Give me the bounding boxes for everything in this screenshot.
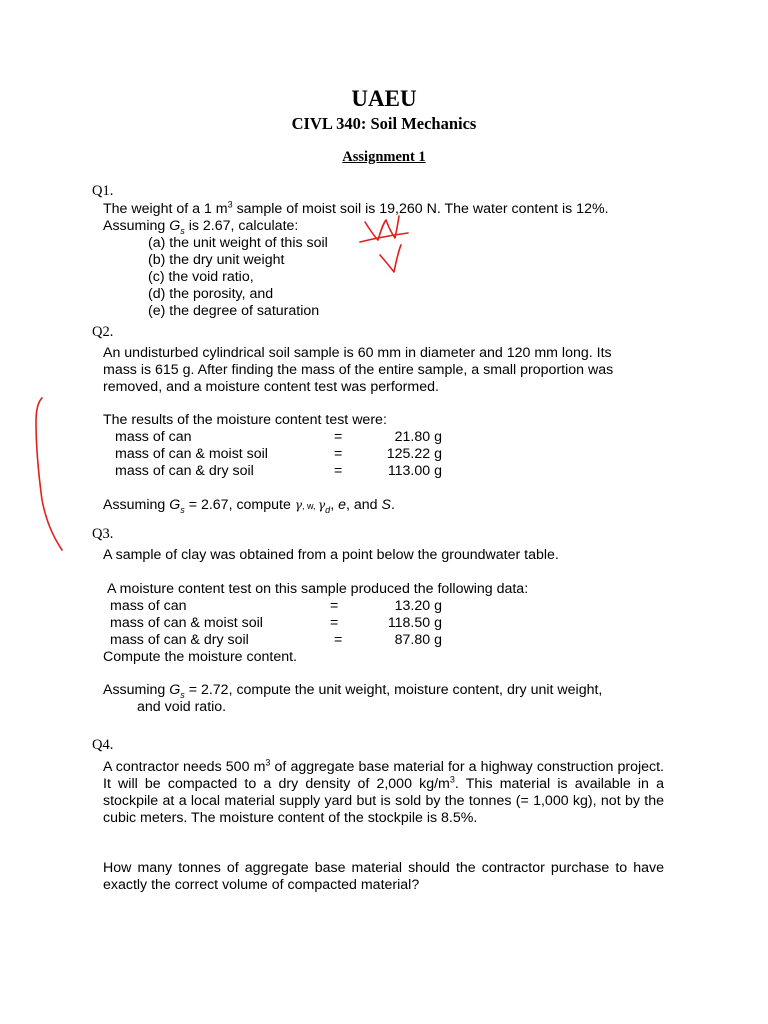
course-title: CIVL 340: Soil Mechanics	[291, 114, 477, 133]
q2-para-line3: removed, and a moisture content test was performed.	[103, 379, 439, 395]
q1-item-e: (e) the degree of saturation	[148, 303, 320, 319]
q3-row-eq: =	[334, 632, 343, 648]
university-title: UAEU	[351, 86, 417, 111]
checkmark-scribble-icon	[365, 216, 399, 240]
q2-para-line1: An undisturbed cylindrical soil sample is 60 mm in diameter and 120 mm long. Its	[103, 345, 612, 361]
q2-row-label: mass of can & moist soil	[115, 446, 268, 462]
q1-line1: The weight of a 1 $m^3$ sample of moist soil is 19,260 N. The water content is 12%.	[103, 199, 609, 217]
q2-results-intro: The results of the moisture content test were:	[103, 412, 387, 428]
checkmark-icon	[380, 245, 401, 272]
q4-paragraph1: A contractor needs 500 $m^3$ of aggregate base material for a highway construction project. It will be compacted to a dry density of 2,000 $kg/m^3$. This material is available in a stockpile at a local material supply yard but is sold by the tonnes (= 1,000 kg), not by the cubic meters. The moisture content of the stockpile is 8.5%.	[103, 757, 664, 826]
q3-row-value: 87.80 g	[394, 632, 442, 648]
q4-label: Q4.	[92, 737, 114, 753]
q3-row-value: 118.50 g	[387, 615, 442, 631]
margin-bracket-icon	[36, 398, 62, 550]
q2-row-eq: =	[334, 446, 343, 462]
q1-item-a: (a) the unit weight of this soil	[148, 235, 328, 251]
q2-row-value: 113.00 g	[387, 463, 442, 479]
q1-item-d: (d) the porosity, and	[148, 286, 274, 302]
q2-row-value: 125.22 g	[386, 446, 442, 462]
q2-row-label: mass of can & dry soil	[115, 463, 254, 479]
q3-row-label: mass of can & dry soil	[110, 632, 249, 648]
q2-label: Q2.	[92, 324, 114, 340]
underline-dash-icon	[360, 233, 408, 242]
q3-compute: Compute the moisture content.	[103, 649, 297, 665]
q2-row-label: mass of can	[115, 429, 192, 445]
assignment-title	[0, 149, 768, 166]
q1-label: Q1.	[92, 183, 114, 199]
q3-row-label: mass of can	[110, 598, 187, 614]
q3-line1: A sample of clay was obtained from a point below the groundwater table.	[103, 547, 559, 563]
q3-intro: A moisture content test on this sample produced the following data:	[107, 581, 529, 597]
q1-line2: Assuming $G_s$ is 2.67, calculate:	[103, 218, 299, 236]
q1-item-b: (b) the dry unit weight	[148, 252, 285, 268]
q2-assume-line: Assuming $G_s = 2.67$, compute γ, w, $\gamma_d$, e, and S.	[103, 497, 395, 515]
q3-label: Q3.	[92, 526, 114, 542]
q3-row-eq: =	[330, 598, 339, 614]
q4-paragraph2: How many tonnes of aggregate base material should the contractor purchase to have exactly the correct volume of compacted material?	[103, 860, 664, 893]
q2-row-eq: =	[334, 463, 343, 479]
q2-row-value: 21.80 g	[394, 429, 442, 445]
assignment-title-text: Assignment 1	[342, 149, 426, 165]
q3-row-label: mass of can & moist soil	[110, 615, 263, 631]
q3-row-eq: =	[330, 615, 339, 631]
q2-row-eq: =	[334, 429, 343, 445]
q1-item-c: (c) the void ratio,	[148, 269, 254, 285]
q3-assume-line1: Assuming $G_s = 2.72$, compute the unit weight, moisture content, dry unit weight,	[103, 682, 603, 700]
q3-assume-line2: and void ratio.	[137, 699, 227, 715]
q2-para-line2: mass is 615 g. After finding the mass of the entire sample, a small proportion was	[103, 362, 614, 378]
q3-row-value: 13.20 g	[394, 598, 442, 614]
